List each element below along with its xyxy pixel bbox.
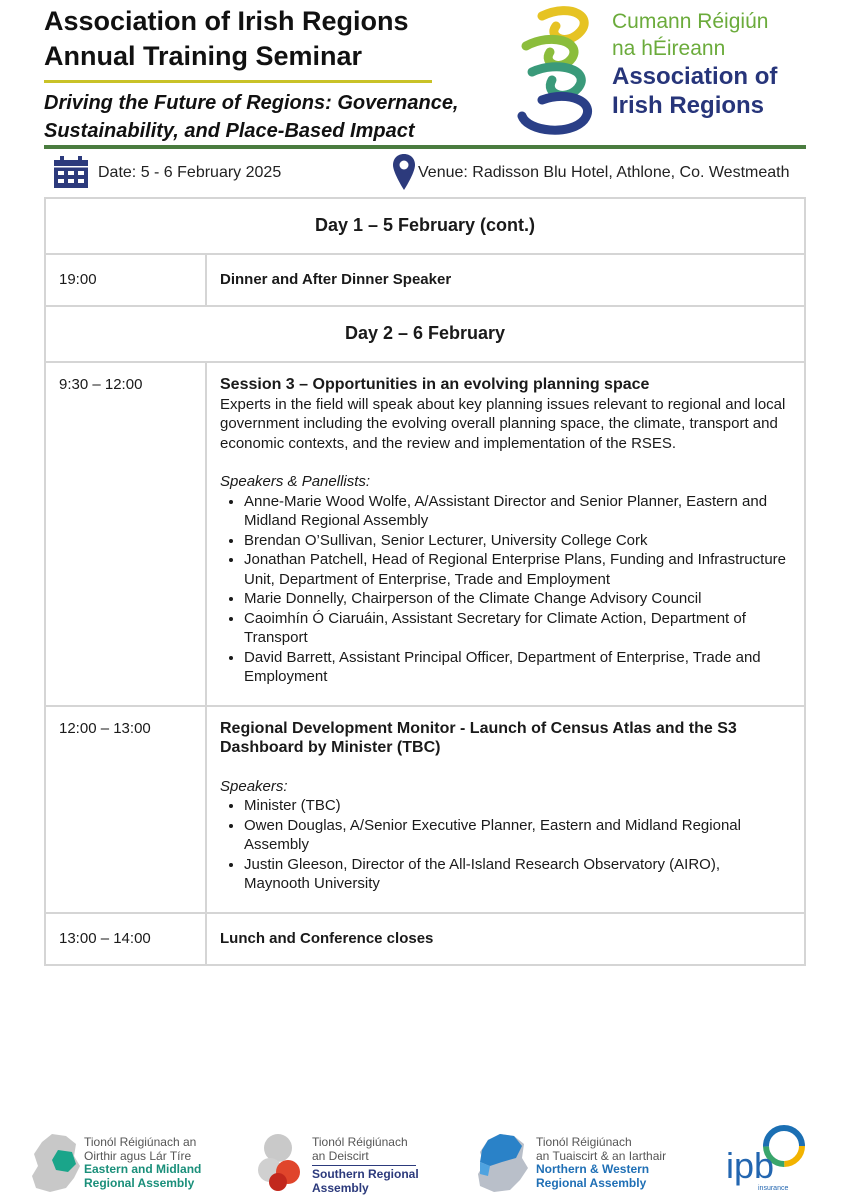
session-content — [206, 362, 805, 706]
time-cell: 13:00 – 14:00 — [45, 913, 206, 965]
item-description: Experts in the field will speak about key planning issues relevant to regional and local government including the evolving overall planning space, the climate, transport and economic contexts, and the review and implementation of the RSES. — [220, 395, 786, 452]
logo-irish-name: Cumann Réigiún na hÉireann — [612, 10, 769, 60]
speaker-item: • Jonathan Patchell, Head of Regional Enterprise Plans, Funding and Infrastructure Unit, Department of Enterprise, Trade and Employment — [244, 550, 790, 589]
page-subtitle: Driving the Future of Regions: Governance, Sustainability, and Place-Based Impact — [44, 92, 459, 142]
header-divider — [44, 145, 806, 149]
ipb-logo-tag: insurance — [758, 1185, 789, 1192]
session-content — [206, 706, 805, 913]
time-cell: 19:00 — [45, 254, 206, 306]
speaker-item: • Marie Donnelly, Chairperson of the Climate Change Advisory Council — [244, 589, 790, 609]
air-logo-graphic — [512, 6, 608, 142]
footer-logo-nwra: Tionól Réigiúnach an Tuaiscirt & an Iarthair Northern & Western Regional Assembly — [536, 1135, 667, 1190]
southern-assembly-logo-icon — [256, 1132, 306, 1192]
title-underline — [44, 80, 432, 83]
day1-header-row — [45, 198, 805, 254]
speaker-list — [220, 492, 790, 687]
item-title: Regional Development Monitor - Launch of Census Atlas and the S3 Dashboard by Minister (TBC) — [220, 719, 737, 756]
time-cell: 9:30 – 12:00 — [45, 362, 206, 706]
agenda-table — [44, 197, 806, 966]
location-pin-icon — [393, 154, 415, 190]
speakers-label: Speakers & Panellists: — [220, 473, 371, 490]
item-title: Dinner and After Dinner Speaker — [206, 254, 805, 306]
speaker-item: • Brendan O’Sullivan, Senior Lecturer, University College Cork — [244, 531, 790, 551]
agenda-row-rdm — [45, 706, 805, 913]
speaker-item: • Justin Gleeson, Director of the All-Island Research Observatory (AIRO), Maynooth University — [244, 855, 790, 894]
speaker-item: • Minister (TBC) — [244, 796, 790, 816]
speakers-label: Speakers: — [220, 777, 288, 795]
speaker-item: • Owen Douglas, A/Senior Executive Planner, Eastern and Midland Regional Assembly — [244, 816, 790, 855]
item-title: Lunch and Conference closes — [206, 913, 805, 965]
speaker-item: • David Barrett, Assistant Principal Officer, Department of Enterprise, Trade and Employment — [244, 648, 790, 687]
item-title: Session 3 – Opportunities in an evolving planning space — [220, 376, 650, 393]
day2-header-row — [45, 306, 805, 362]
calendar-icon — [53, 156, 89, 189]
day-header: Day 1 – 5 February (cont.) — [45, 198, 805, 254]
day-header: Day 2 – 6 February — [45, 306, 805, 362]
footer-logo-sra: Tionól Réigiúnach an Deiscirt Southern Regional Assembly — [312, 1135, 419, 1195]
nwra-map-icon — [476, 1132, 530, 1194]
event-date: Date: 5 - 6 February 2025 — [98, 164, 282, 181]
time-cell: 12:00 – 13:00 — [45, 706, 206, 913]
footer-logo-emra: Tionól Réigiúnach an Oirthir agus Lár Tíre Eastern and Midland Regional Assembly — [84, 1135, 202, 1190]
speaker-item: • Caoimhín Ó Ciaruáin, Assistant Secretary for Climate Action, Department of Transport — [244, 609, 790, 648]
logo-english-name: Association of Irish Regions — [612, 63, 778, 119]
event-venue: Venue: Radisson Blu Hotel, Athlone, Co. Westmeath — [418, 164, 790, 181]
ipb-logo-text: ipb — [726, 1145, 775, 1186]
agenda-row-lunch — [45, 913, 805, 965]
speaker-item: • Anne-Marie Wood Wolfe, A/Assistant Director and Senior Planner, Eastern and Midland Regional Assembly — [244, 492, 790, 531]
agenda-row-dinner — [45, 254, 805, 306]
page-title: Association of Irish Regions Annual Training Seminar — [44, 6, 409, 71]
speaker-list — [220, 796, 790, 894]
agenda-row-session3 — [45, 362, 805, 706]
ireland-map-icon — [30, 1132, 82, 1194]
